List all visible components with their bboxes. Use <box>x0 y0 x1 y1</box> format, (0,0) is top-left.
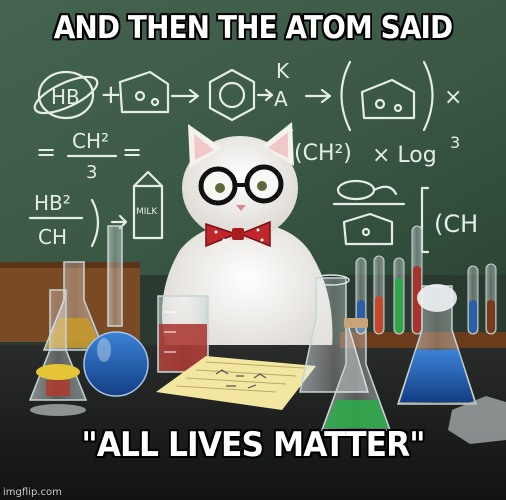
bow-tie-dot <box>223 239 226 242</box>
blue-erlenmeyer-foam <box>417 284 457 312</box>
cat-eye-right <box>257 181 267 191</box>
chalk-ch2-label: CH² <box>72 129 110 153</box>
chalk-hb2-top: HB² <box>34 191 71 215</box>
chalk-k-label: K <box>276 59 290 83</box>
chalk-ch2-paren: (CH²) <box>294 141 352 166</box>
small-flask-liquid <box>36 364 80 380</box>
chalk-times-log: × Log <box>372 143 437 168</box>
chalk-ch-right: (CH <box>434 210 479 238</box>
small-flask-red-band <box>46 380 70 396</box>
bow-tie-dot <box>257 229 260 232</box>
chalk-equals: = <box>36 138 57 166</box>
top-caption: AND THEN THE ATOM SAID <box>53 10 453 46</box>
chalk-hb-label: HB <box>51 85 80 109</box>
test-tube-liquid <box>395 278 403 333</box>
bow-tie-dot <box>261 239 264 242</box>
chalk-milk-label: MILK <box>136 207 158 217</box>
chalk-equals: = <box>122 138 143 166</box>
test-tube-liquid <box>375 296 383 333</box>
blue-flask-bulb <box>84 332 148 396</box>
blue-flask-highlight <box>97 338 111 362</box>
small-flask-base <box>30 404 86 416</box>
imgflip-watermark: imgflip.com <box>3 487 62 498</box>
chalk-x-mark: × <box>444 85 463 110</box>
blue-flask-neck <box>108 226 122 326</box>
chalk-ch-bottom: CH <box>38 225 68 249</box>
chalk-three: 3 <box>86 162 98 183</box>
green-flask-stopper <box>344 318 368 328</box>
test-tube-liquid <box>487 300 495 333</box>
chalk-plus: + <box>100 80 122 110</box>
chalk-a-label: A <box>274 87 288 111</box>
bottom-caption: "ALL LIVES MATTER" <box>81 425 425 465</box>
bow-tie-dot <box>215 231 218 234</box>
bow-tie-knot <box>232 228 244 240</box>
cat-eye-left <box>215 183 225 193</box>
chalk-log-base: 3 <box>450 133 461 152</box>
test-tube-liquid <box>469 300 477 333</box>
